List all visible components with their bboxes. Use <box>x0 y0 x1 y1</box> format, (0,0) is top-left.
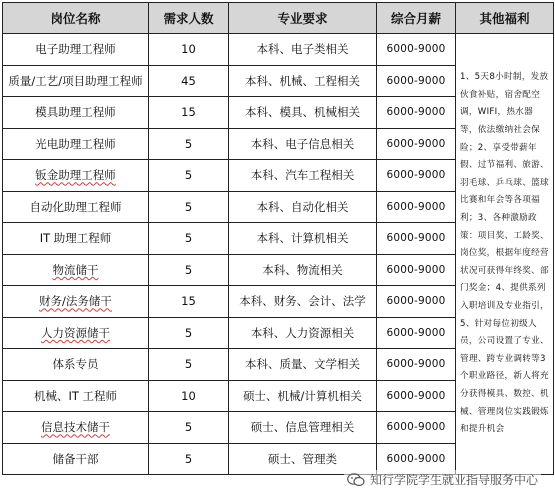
position-cell: 钣金助理工程师 <box>3 160 149 192</box>
header-major: 专业要求 <box>229 3 377 34</box>
salary-cell: 6000-9000 <box>377 254 456 286</box>
count-cell: 5 <box>149 412 229 444</box>
header-position: 岗位名称 <box>3 3 149 34</box>
count-cell: 45 <box>149 65 229 97</box>
salary-cell: 6000-9000 <box>377 160 456 192</box>
header-welfare: 其他福利 <box>456 3 554 34</box>
salary-cell: 6000-9000 <box>377 97 456 129</box>
count-cell: 5 <box>149 128 229 160</box>
major-cell: 本科、机械、工程相关 <box>229 65 377 97</box>
major-cell: 本科、质量、文学相关 <box>229 349 377 381</box>
position-cell: 人力资源储干 <box>3 317 149 349</box>
major-cell: 硕士、管理类 <box>229 443 377 475</box>
salary-cell: 6000-9000 <box>377 380 456 412</box>
salary-cell: 6000-9000 <box>377 443 456 475</box>
position-cell: 信息技术储干 <box>3 412 149 444</box>
recruitment-table <box>2 2 554 475</box>
header-salary: 综合月薪 <box>377 3 456 34</box>
count-cell: 5 <box>149 443 229 475</box>
salary-cell: 6000-9000 <box>377 412 456 444</box>
count-cell: 5 <box>149 223 229 255</box>
position-cell: 物流储干 <box>3 254 149 286</box>
table-row <box>3 34 554 66</box>
salary-cell: 6000-9000 <box>377 349 456 381</box>
count-cell: 10 <box>149 380 229 412</box>
major-cell: 硕士、机械/计算机相关 <box>229 380 377 412</box>
position-cell: IT 助理工程师 <box>3 223 149 255</box>
count-cell: 5 <box>149 254 229 286</box>
count-cell: 5 <box>149 317 229 349</box>
major-cell: 本科、物流相关 <box>229 254 377 286</box>
position-cell: 机械、IT 工程师 <box>3 380 149 412</box>
position-cell: 体系专员 <box>3 349 149 381</box>
count-cell: 10 <box>149 34 229 66</box>
table-header-row <box>3 3 554 34</box>
wechat-icon <box>347 473 365 487</box>
welfare-cell: 1、5天8小时制，发放伙食补贴，宿舍配空调，WIFI，热水器等，依法缴纳社会保险；2、享受带薪年假、过节福利、旅游、羽毛球、乒乓球、篮球比赛和年会等各项福利；3、各种激励政策：项目奖、工龄奖、岗位奖，根据年度经营状况可获得年终奖、部门奖金；4、提供系列入职培训及专业指引，5、针对每位初级人员，公司设置了专业、管理、跨专业调转等3个职业路径，新人将充分获得模具、数控、机械、管理岗位实践锻炼和提升机会 <box>456 34 554 475</box>
position-cell: 光电助理工程师 <box>3 128 149 160</box>
position-cell: 储备干部 <box>3 443 149 475</box>
count-cell: 5 <box>149 349 229 381</box>
major-cell: 本科、人力资源相关 <box>229 317 377 349</box>
count-cell: 15 <box>149 286 229 318</box>
count-cell: 5 <box>149 160 229 192</box>
position-cell: 模具助理工程师 <box>3 97 149 129</box>
salary-cell: 6000-9000 <box>377 286 456 318</box>
major-cell: 本科、电子信息相关 <box>229 128 377 160</box>
count-cell: 5 <box>149 191 229 223</box>
major-cell: 本科、财务、会计、法学 <box>229 286 377 318</box>
count-cell: 15 <box>149 97 229 129</box>
position-cell: 财务/法务储干 <box>3 286 149 318</box>
salary-cell: 6000-9000 <box>377 191 456 223</box>
position-cell: 电子助理工程师 <box>3 34 149 66</box>
position-cell: 质量/工艺/项目助理工程师 <box>3 65 149 97</box>
header-count: 需求人数 <box>149 3 229 34</box>
major-cell: 本科、计算机相关 <box>229 223 377 255</box>
major-cell: 硕士、信息管理相关 <box>229 412 377 444</box>
major-cell: 本科、自动化相关 <box>229 191 377 223</box>
salary-cell: 6000-9000 <box>377 34 456 66</box>
watermark <box>344 470 541 489</box>
position-cell: 自动化助理工程师 <box>3 191 149 223</box>
major-cell: 本科、电子类相关 <box>229 34 377 66</box>
major-cell: 本科、模具、机械相关 <box>229 97 377 129</box>
watermark-text: 知行学院学生就业指导服务中心 <box>369 473 538 487</box>
salary-cell: 6000-9000 <box>377 128 456 160</box>
salary-cell: 6000-9000 <box>377 317 456 349</box>
major-cell: 本科、汽车工程相关 <box>229 160 377 192</box>
salary-cell: 6000-9000 <box>377 223 456 255</box>
salary-cell: 6000-9000 <box>377 65 456 97</box>
